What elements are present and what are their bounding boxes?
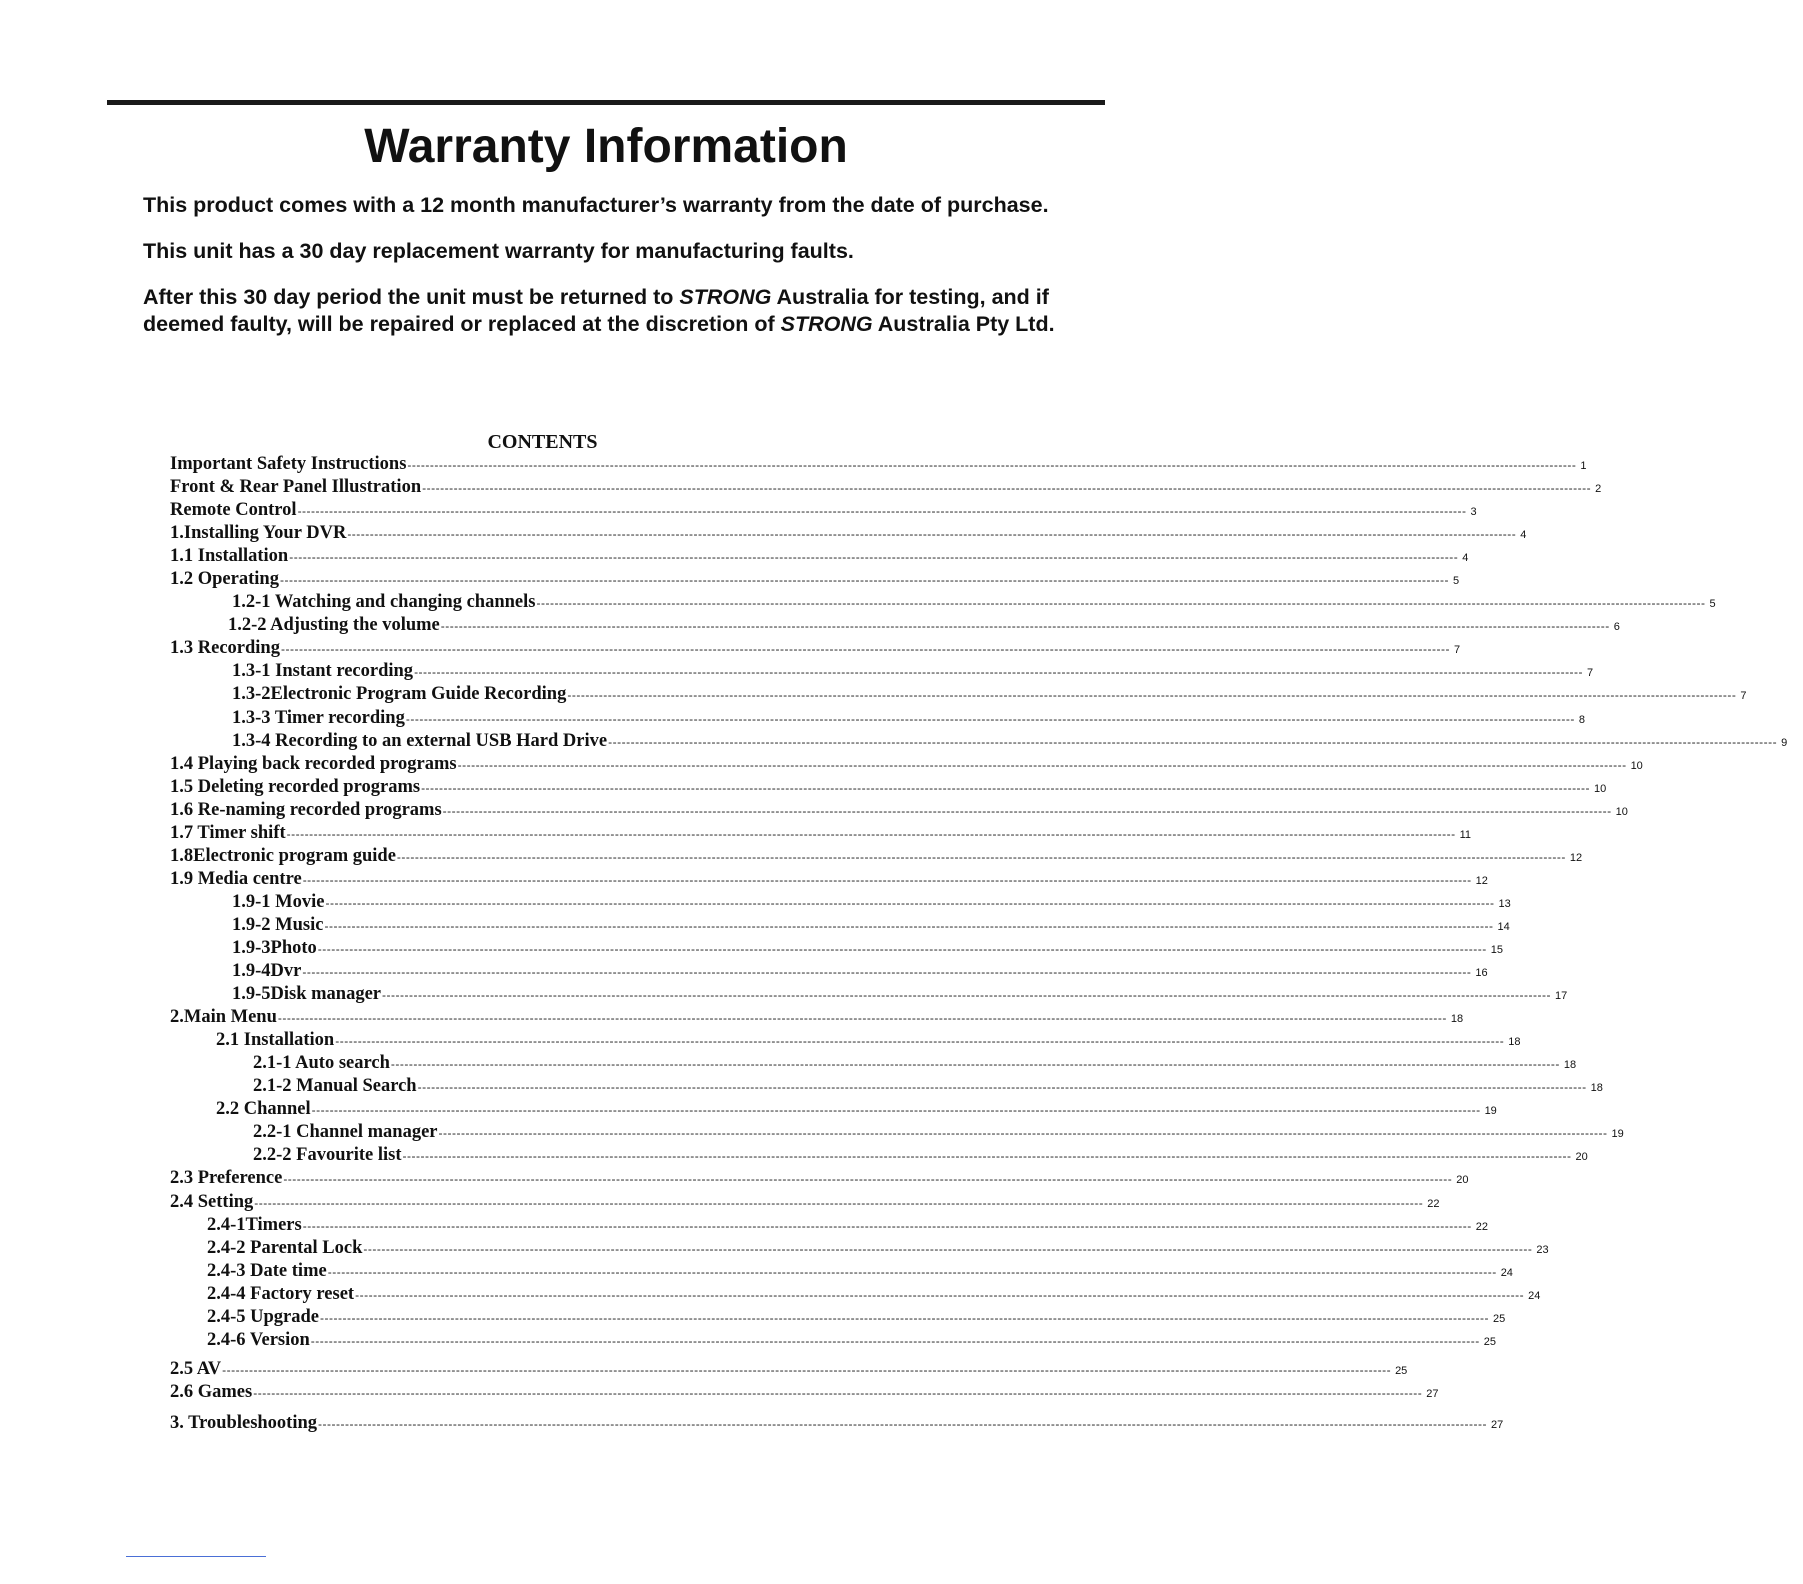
toc-entry-page-number: 7 — [1587, 667, 1594, 680]
brand-name: STRONG — [780, 312, 873, 336]
toc-entry[interactable] — [170, 1029, 1521, 1052]
toc-entry-page-number: 18 — [1508, 1036, 1521, 1049]
toc-leader-dashes: -------------------------------------------------------------------------------------------------------------------------------------------------------------------------------------------------------------------------------------------------------------------- — [608, 734, 1778, 749]
toc-leader-dashes: -------------------------------------------------------------------------------------------------------------------------------------------------------------------------------------------------------------------------------------------------------------------- — [382, 988, 1552, 1003]
toc-entry[interactable] — [170, 868, 1488, 891]
toc-entry[interactable] — [170, 1283, 1541, 1306]
toc-leader-dashes: -------------------------------------------------------------------------------------------------------------------------------------------------------------------------------------------------------------------------------------------------------------------- — [222, 1362, 1392, 1377]
toc-entry-title: 2.3 Preference — [170, 1168, 283, 1189]
toc-entry[interactable] — [170, 1358, 1408, 1381]
warranty-paragraph-1: This product comes with a 12 month manufacturer’s warranty from the date of purchase. — [143, 193, 1049, 217]
toc-entry-page-number: 2 — [1595, 483, 1602, 496]
toc-entry[interactable] — [170, 1052, 1577, 1075]
toc-entry-title: 2.4-5 Upgrade — [207, 1306, 320, 1327]
toc-entry-page-number: 7 — [1453, 644, 1461, 657]
toc-leader-dashes: -------------------------------------------------------------------------------------------------------------------------------------------------------------------------------------------------------------------------------------------------------------------- — [324, 918, 1494, 933]
toc-entry-page-number: 22 — [1475, 1220, 1488, 1233]
warranty-text-segment: Australia Pty Ltd. — [872, 312, 1055, 336]
toc-leader-dashes: -------------------------------------------------------------------------------------------------------------------------------------------------------------------------------------------------------------------------------------------------------------------- — [320, 1310, 1490, 1325]
toc-entry-title: 1.3 Recording — [170, 638, 280, 659]
toc-entry-title: 1.2-1 Watching and changing channels — [232, 592, 536, 613]
toc-leader-dashes: -------------------------------------------------------------------------------------------------------------------------------------------------------------------------------------------------------------------------------------------------------------------- — [297, 504, 1467, 519]
toc-leader-dashes: -------------------------------------------------------------------------------------------------------------------------------------------------------------------------------------------------------------------------------------------------------------------- — [277, 1011, 1447, 1026]
toc-leader-dashes: -------------------------------------------------------------------------------------------------------------------------------------------------------------------------------------------------------------------------------------------------------------------- — [280, 642, 1450, 657]
toc-leader-dashes: -------------------------------------------------------------------------------------------------------------------------------------------------------------------------------------------------------------------------------------------------------------------- — [302, 965, 1472, 980]
toc-entry-title: 1.2 Operating — [170, 569, 279, 590]
toc-leader-dashes: -------------------------------------------------------------------------------------------------------------------------------------------------------------------------------------------------------------------------------------------------------------------- — [335, 1034, 1505, 1049]
toc-entry-title: 1.9-2 Music — [232, 914, 324, 935]
toc-entry[interactable] — [170, 1214, 1488, 1237]
toc-entry[interactable] — [170, 1412, 1504, 1435]
toc-entry-page-number: 6 — [1613, 621, 1620, 634]
toc-entry[interactable] — [170, 891, 1511, 914]
toc-entry-page-number: 11 — [1459, 828, 1472, 841]
toc-entry-page-number: 9 — [1781, 736, 1788, 749]
toc-entry[interactable] — [170, 1144, 1588, 1167]
toc-entry-title: 2.1-2 Manual Search — [253, 1076, 417, 1097]
table-of-contents — [170, 453, 1788, 1435]
contents-heading: CONTENTS — [487, 431, 598, 453]
toc-leader-dashes: -------------------------------------------------------------------------------------------------------------------------------------------------------------------------------------------------------------------------------------------------------------------- — [317, 941, 1487, 956]
toc-leader-dashes: -------------------------------------------------------------------------------------------------------------------------------------------------------------------------------------------------------------------------------------------------------------------- — [310, 1333, 1480, 1348]
toc-entry-page-number: 24 — [1528, 1289, 1541, 1302]
toc-entry[interactable] — [170, 637, 1461, 660]
toc-entry-page-number: 25 — [1483, 1335, 1497, 1348]
toc-entry[interactable] — [170, 753, 1643, 776]
toc-entry-title: 2.4-1Timers — [207, 1214, 302, 1235]
toc-entry-page-number: 12 — [1569, 851, 1583, 864]
warranty-paragraph-2: This unit has a 30 day replacement warranty for manufacturing faults. — [143, 239, 854, 263]
toc-leader-dashes: -------------------------------------------------------------------------------------------------------------------------------------------------------------------------------------------------------------------------------------------------------------------- — [407, 458, 1577, 472]
toc-entry[interactable] — [170, 1121, 1624, 1144]
toc-leader-dashes: -------------------------------------------------------------------------------------------------------------------------------------------------------------------------------------------------------------------------------------------------------------------- — [390, 1057, 1560, 1072]
toc-entry[interactable] — [170, 1167, 1469, 1190]
toc-entry[interactable] — [170, 522, 1527, 545]
toc-entry-title: 2.2-2 Favourite list — [253, 1145, 402, 1166]
toc-entry[interactable] — [170, 591, 1716, 614]
toc-entry[interactable] — [170, 453, 1587, 476]
toc-leader-dashes: -------------------------------------------------------------------------------------------------------------------------------------------------------------------------------------------------------------------------------------------------------------------- — [405, 711, 1575, 726]
toc-entry[interactable] — [170, 1306, 1506, 1329]
toc-entry-title: 1.9 Media centre — [170, 868, 302, 889]
toc-entry-title: 2.1 Installation — [216, 1030, 335, 1051]
toc-leader-dashes: -------------------------------------------------------------------------------------------------------------------------------------------------------------------------------------------------------------------------------------------------------------------- — [363, 1241, 1533, 1256]
toc-leader-dashes: -------------------------------------------------------------------------------------------------------------------------------------------------------------------------------------------------------------------------------------------------------------------- — [567, 688, 1737, 703]
toc-entry-page-number: 4 — [1462, 552, 1469, 565]
toc-entry-page-number: 10 — [1630, 759, 1643, 772]
toc-entry[interactable] — [170, 799, 1628, 822]
toc-entry[interactable] — [170, 545, 1469, 568]
toc-entry-page-number: 19 — [1484, 1105, 1497, 1118]
toc-leader-dashes: -------------------------------------------------------------------------------------------------------------------------------------------------------------------------------------------------------------------------------------------------------------------- — [440, 619, 1610, 634]
toc-entry-page-number: 1 — [1580, 460, 1587, 472]
toc-entry-title: 2.4-4 Factory reset — [207, 1283, 355, 1304]
toc-leader-dashes: -------------------------------------------------------------------------------------------------------------------------------------------------------------------------------------------------------------------------------------------------------------------- — [302, 872, 1472, 887]
toc-entry-title: 2.1-1 Auto search — [253, 1053, 390, 1074]
toc-entry-title: 2.4-2 Parental Lock — [207, 1237, 363, 1258]
toc-entry[interactable] — [170, 683, 1747, 706]
toc-leader-dashes: -------------------------------------------------------------------------------------------------------------------------------------------------------------------------------------------------------------------------------------------------------------------- — [355, 1287, 1525, 1302]
toc-leader-dashes: -------------------------------------------------------------------------------------------------------------------------------------------------------------------------------------------------------------------------------------------------------------------- — [286, 826, 1456, 841]
toc-entry-title: 2.Main Menu — [170, 1007, 277, 1028]
top-divider — [107, 100, 1105, 105]
toc-entry[interactable] — [170, 776, 1607, 799]
toc-entry[interactable] — [170, 960, 1488, 983]
toc-leader-dashes: -------------------------------------------------------------------------------------------------------------------------------------------------------------------------------------------------------------------------------------------------------------------- — [327, 1264, 1497, 1279]
toc-entry[interactable] — [170, 660, 1594, 683]
page-footer-line — [126, 1556, 266, 1557]
toc-entry-page-number: 4 — [1520, 529, 1527, 542]
warranty-paragraph-3 — [143, 284, 1093, 338]
toc-entry-page-number: 27 — [1426, 1387, 1439, 1400]
toc-entry-title: 1.9-1 Movie — [232, 891, 325, 912]
toc-leader-dashes: -------------------------------------------------------------------------------------------------------------------------------------------------------------------------------------------------------------------------------------------------------------------- — [253, 1385, 1423, 1400]
toc-leader-dashes: -------------------------------------------------------------------------------------------------------------------------------------------------------------------------------------------------------------------------------------------------------------------- — [402, 1149, 1572, 1164]
warranty-text — [143, 192, 1093, 357]
toc-entry[interactable] — [170, 983, 1568, 1006]
toc-leader-dashes: -------------------------------------------------------------------------------------------------------------------------------------------------------------------------------------------------------------------------------------------------------------------- — [422, 481, 1592, 496]
toc-entry[interactable] — [170, 614, 1620, 637]
toc-entry-page-number: 15 — [1490, 943, 1504, 956]
toc-entry-title: Front & Rear Panel Illustration — [170, 477, 422, 498]
toc-entry-title: Remote Control — [170, 500, 297, 521]
warranty-text-segment: After this 30 day period the unit must be returned to — [143, 285, 680, 309]
toc-entry-title: 3. Troubleshooting — [170, 1412, 318, 1433]
toc-entry-page-number: 23 — [1536, 1243, 1549, 1256]
warranty-text-segment: Australia for testing, and if deemed faulty, will be repaired or replaced at the discretion of — [143, 285, 1049, 336]
toc-entry[interactable] — [170, 914, 1510, 937]
toc-entry-title: 1.6 Re-naming recorded programs — [170, 799, 442, 820]
toc-leader-dashes: -------------------------------------------------------------------------------------------------------------------------------------------------------------------------------------------------------------------------------------------------------------------- — [289, 550, 1459, 565]
toc-entry[interactable] — [170, 476, 1602, 499]
page-title: Warranty Information — [364, 120, 848, 173]
toc-entry[interactable] — [170, 1237, 1549, 1260]
toc-entry[interactable] — [170, 937, 1504, 960]
toc-leader-dashes: -------------------------------------------------------------------------------------------------------------------------------------------------------------------------------------------------------------------------------------------------------------------- — [311, 1103, 1481, 1118]
toc-entry-title: 2.4-6 Version — [207, 1329, 310, 1350]
toc-entry-page-number: 13 — [1498, 897, 1511, 910]
toc-entry[interactable] — [170, 1075, 1603, 1098]
toc-entry[interactable] — [170, 1381, 1439, 1404]
toc-entry-page-number: 16 — [1475, 967, 1488, 980]
toc-entry[interactable] — [170, 730, 1788, 753]
toc-entry-page-number: 25 — [1493, 1312, 1506, 1325]
toc-leader-dashes: -------------------------------------------------------------------------------------------------------------------------------------------------------------------------------------------------------------------------------------------------------------------- — [347, 527, 1517, 542]
toc-entry-page-number: 18 — [1590, 1082, 1603, 1095]
toc-entry-title: 1.3-1 Instant recording — [232, 661, 414, 682]
toc-entry-page-number: 18 — [1450, 1013, 1464, 1026]
toc-entry[interactable] — [170, 845, 1583, 868]
toc-entry-title: 1.3-3 Timer recording — [232, 707, 405, 728]
toc-entry-title: 2.6 Games — [170, 1381, 253, 1402]
toc-entry[interactable] — [170, 568, 1460, 591]
toc-entry-page-number: 25 — [1395, 1364, 1408, 1377]
toc-entry[interactable] — [170, 1098, 1497, 1121]
toc-leader-dashes: -------------------------------------------------------------------------------------------------------------------------------------------------------------------------------------------------------------------------------------------------------------------- — [414, 665, 1584, 680]
toc-entry[interactable] — [170, 822, 1472, 845]
toc-leader-dashes: -------------------------------------------------------------------------------------------------------------------------------------------------------------------------------------------------------------------------------------------------------------------- — [536, 596, 1706, 611]
toc-entry-title: 1.1 Installation — [170, 546, 289, 567]
toc-entry[interactable] — [170, 1006, 1464, 1029]
toc-entry-title: 1.9-3Photo — [232, 937, 317, 958]
toc-entry-title: 1.4 Playing back recorded programs — [170, 753, 457, 774]
toc-entry-page-number: 7 — [1740, 690, 1747, 703]
toc-entry[interactable] — [170, 499, 1477, 522]
toc-leader-dashes: -------------------------------------------------------------------------------------------------------------------------------------------------------------------------------------------------------------------------------------------------------------------- — [283, 1172, 1453, 1187]
toc-entry-page-number: 12 — [1475, 874, 1488, 887]
toc-entry-title: 1.2-2 Adjusting the volume — [228, 615, 440, 636]
toc-entry-page-number: 10 — [1594, 782, 1607, 795]
toc-leader-dashes: -------------------------------------------------------------------------------------------------------------------------------------------------------------------------------------------------------------------------------------------------------------------- — [302, 1218, 1472, 1233]
toc-leader-dashes: -------------------------------------------------------------------------------------------------------------------------------------------------------------------------------------------------------------------------------------------------------------------- — [325, 895, 1495, 910]
toc-entry-page-number: 17 — [1555, 990, 1568, 1003]
toc-entry-title: 2.4-3 Date time — [207, 1260, 327, 1281]
toc-entry-title: 2.4 Setting — [170, 1191, 254, 1212]
toc-entry-page-number: 3 — [1470, 506, 1477, 519]
toc-entry-title: 1.5 Deleting recorded programs — [170, 776, 421, 797]
toc-entry-page-number: 20 — [1456, 1174, 1469, 1187]
toc-leader-dashes: -------------------------------------------------------------------------------------------------------------------------------------------------------------------------------------------------------------------------------------------------------------------- — [254, 1195, 1424, 1210]
brand-name: STRONG — [679, 285, 772, 309]
toc-entry-title: Important Safety Instructions — [170, 454, 407, 474]
toc-entry-title: 1.7 Timer shift — [170, 822, 286, 843]
toc-leader-dashes: -------------------------------------------------------------------------------------------------------------------------------------------------------------------------------------------------------------------------------------------------------------------- — [457, 757, 1627, 772]
toc-entry[interactable] — [170, 1260, 1513, 1283]
toc-entry-page-number: 22 — [1427, 1197, 1440, 1210]
toc-leader-dashes: -------------------------------------------------------------------------------------------------------------------------------------------------------------------------------------------------------------------------------------------------------------------- — [438, 1126, 1608, 1141]
toc-entry-title: 2.2 Channel — [216, 1099, 311, 1120]
toc-entry[interactable] — [170, 1191, 1440, 1214]
toc-entry-page-number: 24 — [1500, 1266, 1513, 1279]
toc-leader-dashes: -------------------------------------------------------------------------------------------------------------------------------------------------------------------------------------------------------------------------------------------------------------------- — [421, 780, 1591, 795]
toc-entry-title: 1.9-4Dvr — [232, 961, 302, 982]
toc-leader-dashes: -------------------------------------------------------------------------------------------------------------------------------------------------------------------------------------------------------------------------------------------------------------------- — [396, 849, 1566, 864]
toc-entry-page-number: 8 — [1578, 713, 1585, 726]
toc-entry-page-number: 20 — [1575, 1151, 1588, 1164]
toc-entry-page-number: 19 — [1611, 1128, 1624, 1141]
toc-entry-page-number: 10 — [1615, 805, 1628, 818]
toc-leader-dashes: -------------------------------------------------------------------------------------------------------------------------------------------------------------------------------------------------------------------------------------------------------------------- — [318, 1416, 1487, 1431]
toc-entry-title: 2.2-1 Channel manager — [253, 1122, 438, 1143]
toc-entry-title: 1.9-5Disk manager — [232, 984, 382, 1005]
toc-entry[interactable] — [170, 707, 1585, 730]
toc-entry-page-number: 5 — [1452, 575, 1460, 588]
toc-leader-dashes: -------------------------------------------------------------------------------------------------------------------------------------------------------------------------------------------------------------------------------------------------------------------- — [417, 1080, 1587, 1095]
toc-entry-page-number: 27 — [1491, 1418, 1504, 1431]
toc-entry-title: 1.3-2Electronic Program Guide Recording — [232, 684, 567, 705]
toc-entry-title: 1.8Electronic program guide — [170, 845, 396, 866]
toc-entry-title: 2.5 AV — [170, 1358, 222, 1379]
toc-leader-dashes: -------------------------------------------------------------------------------------------------------------------------------------------------------------------------------------------------------------------------------------------------------------------- — [279, 573, 1449, 588]
toc-entry[interactable] — [170, 1329, 1497, 1352]
toc-entry-title: 1.3-4 Recording to an external USB Hard Drive — [232, 730, 608, 751]
toc-entry-page-number: 5 — [1709, 598, 1716, 611]
toc-entry-page-number: 18 — [1563, 1059, 1577, 1072]
toc-leader-dashes: -------------------------------------------------------------------------------------------------------------------------------------------------------------------------------------------------------------------------------------------------------------------- — [442, 803, 1612, 818]
toc-entry-page-number: 14 — [1497, 920, 1510, 933]
toc-entry-title: 1.Installing Your DVR — [170, 523, 347, 544]
